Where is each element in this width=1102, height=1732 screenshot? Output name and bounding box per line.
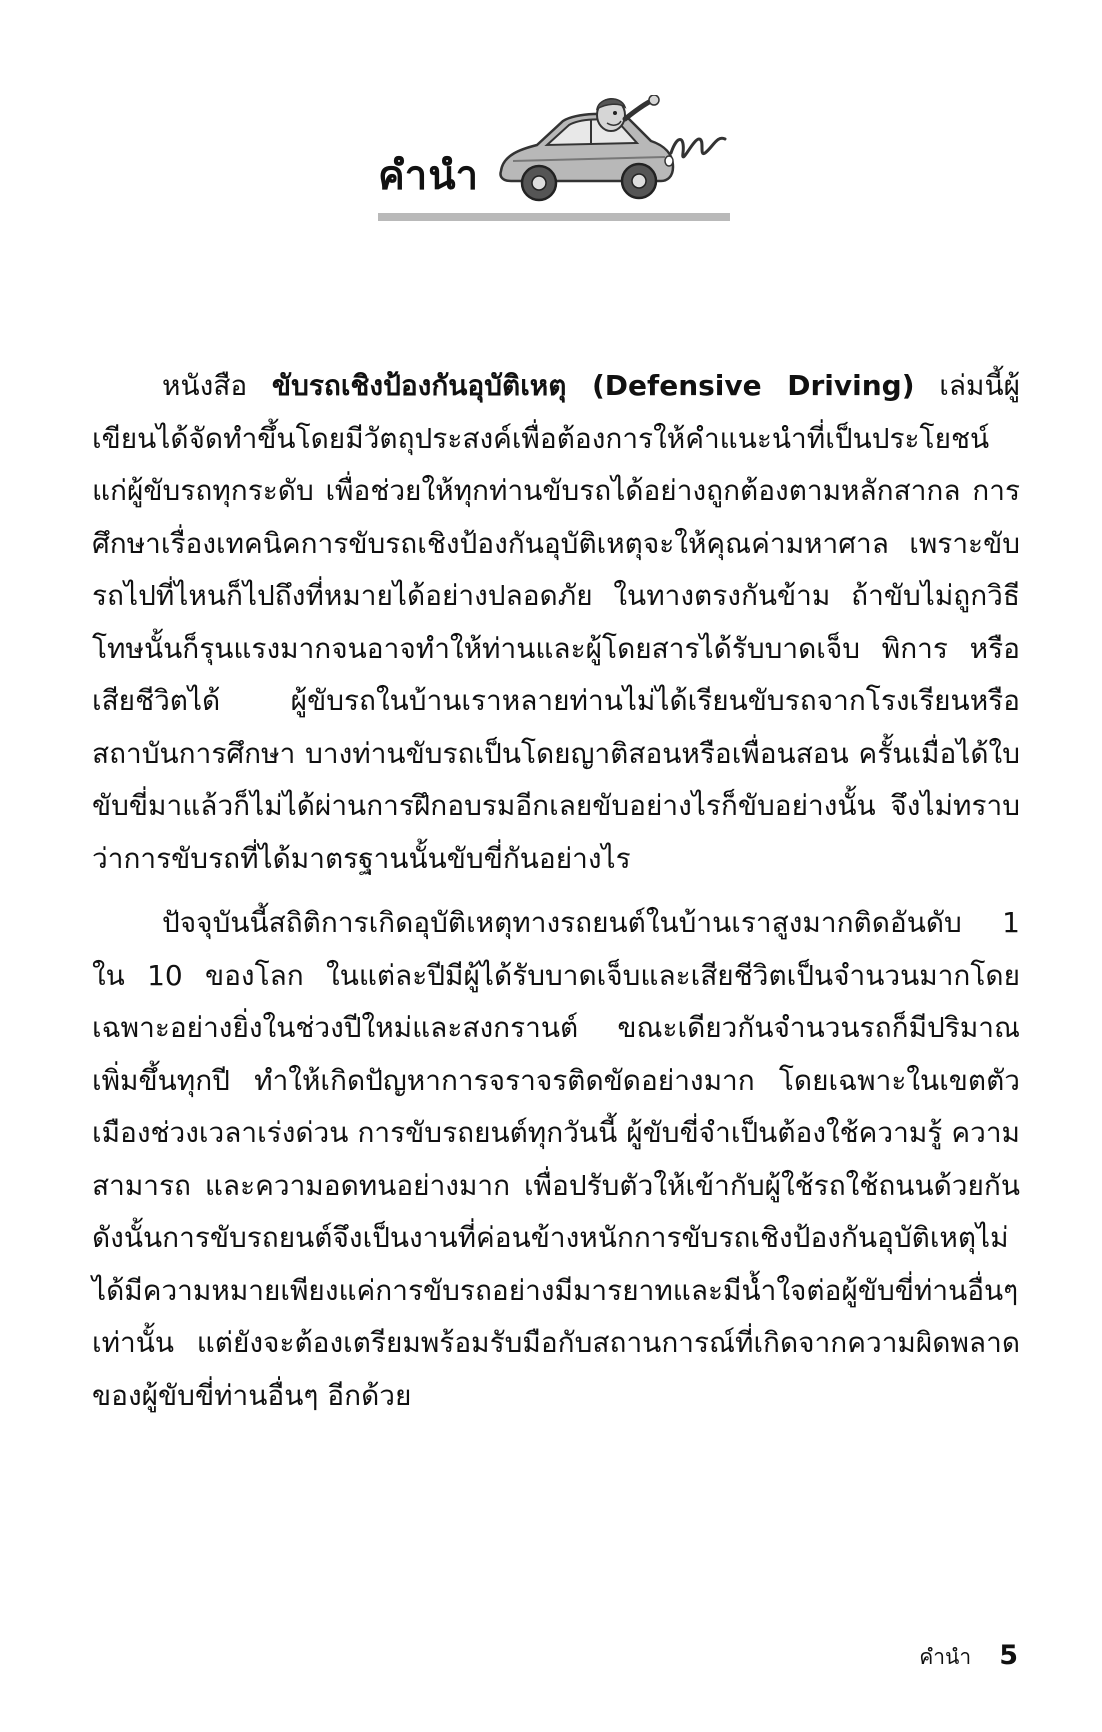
intro-lead: หนังสือ	[162, 369, 272, 402]
paragraph-intro	[92, 360, 1020, 885]
paragraph-statistics: ปัจจุบันนี้สถิติการเกิดอุบัติเหตุทางรถยนต์ในบ้านเราสูงมากติดอันดับ 1 ใน 10 ของโลก ในแต่ละปีมีผู้ได้รับบาดเจ็บและเสียชีวิตเป็นจำนวนมากโดยเฉพาะอย่างยิ่งในช่วงปีใหม่และสงกรานต์ ขณะเดียวกันจำนวนรถก็มีปริมาณเพิ่มขึ้นทุกปี ทำให้เกิดปัญหาการจราจรติดขัดอย่างมาก โดยเฉพาะในเขตตัวเมืองช่วงเวลาเร่งด่วน การขับรถยนต์ทุกวันนี้ ผู้ขับขี่จำเป็นต้องใช้ความรู้ ความสามารถ และความอดทนอย่างมาก เพื่อปรับตัวให้เข้ากับผู้ใช้รถใช้ถนนด้วยกัน ดังนั้นการขับรถยนต์จึงเป็นงานที่ค่อนข้างหนักการขับรถเชิงป้องกันอุบัติเหตุไม่ได้มีความหมายเพียงแค่การขับรถอย่างมีมารยาทและมีน้ำใจต่อผู้ขับขี่ท่านอื่นๆ เท่านั้น แต่ยังจะต้องเตรียมพร้อมรับมือกับสถานการณ์ที่เกิดจากความผิดพลาดของผู้ขับขี่ท่านอื่นๆ อีกด้วย	[92, 906, 1020, 1412]
cartoon-car-driver-icon	[493, 95, 730, 210]
page-number: 5	[999, 1640, 1018, 1671]
chapter-title: คำนำ	[378, 153, 480, 199]
running-footer-label: คำนำ	[919, 1645, 972, 1669]
book-title: ขับรถเชิงป้องกันอุบัติเหตุ (Defensive Driving)	[271, 369, 915, 402]
chapter-header	[378, 95, 730, 223]
preface-body	[92, 360, 1020, 1422]
header-underline	[378, 213, 730, 221]
intro-body: เล่มนี้ผู้เขียนได้จัดทำขึ้นโดยมีวัตถุประสงค์เพื่อต้องการให้คำแนะนำที่เป็นประโยชน์แก่ผู้ขับรถทุกระดับ เพื่อช่วยให้ทุกท่านขับรถได้อย่างถูกต้องตามหลักสากล การศึกษาเรื่องเทคนิคการขับรถเชิงป้องกันอุบัติเหตุจะให้คุณค่ามหาศาล เพราะขับรถไปที่ไหนก็ไปถึงที่หมายได้อย่างปลอดภัย ในทางตรงกันข้าม ถ้าขับไม่ถูกวิธี โทษนั้นก็รุนแรงมากจนอาจทำให้ท่านและผู้โดยสารได้รับบาดเจ็บ พิการ หรือเสียชีวิตได้ ผู้ขับรถในบ้านเราหลายท่านไม่ได้เรียนขับรถจากโรงเรียนหรือสถาบันการศึกษา บางท่านขับรถเป็นโดยญาติสอนหรือเพื่อนสอน ครั้นเมื่อได้ใบขับขี่มาแล้วก็ไม่ได้ผ่านการฝึกอบรมอีกเลยขับอย่างไรก็ขับอย่างนั้น จึงไม่ทราบว่าการขับรถที่ได้มาตรฐานนั้นขับขี่กันอย่างไร	[92, 369, 1020, 875]
page-footer	[919, 1640, 1018, 1674]
